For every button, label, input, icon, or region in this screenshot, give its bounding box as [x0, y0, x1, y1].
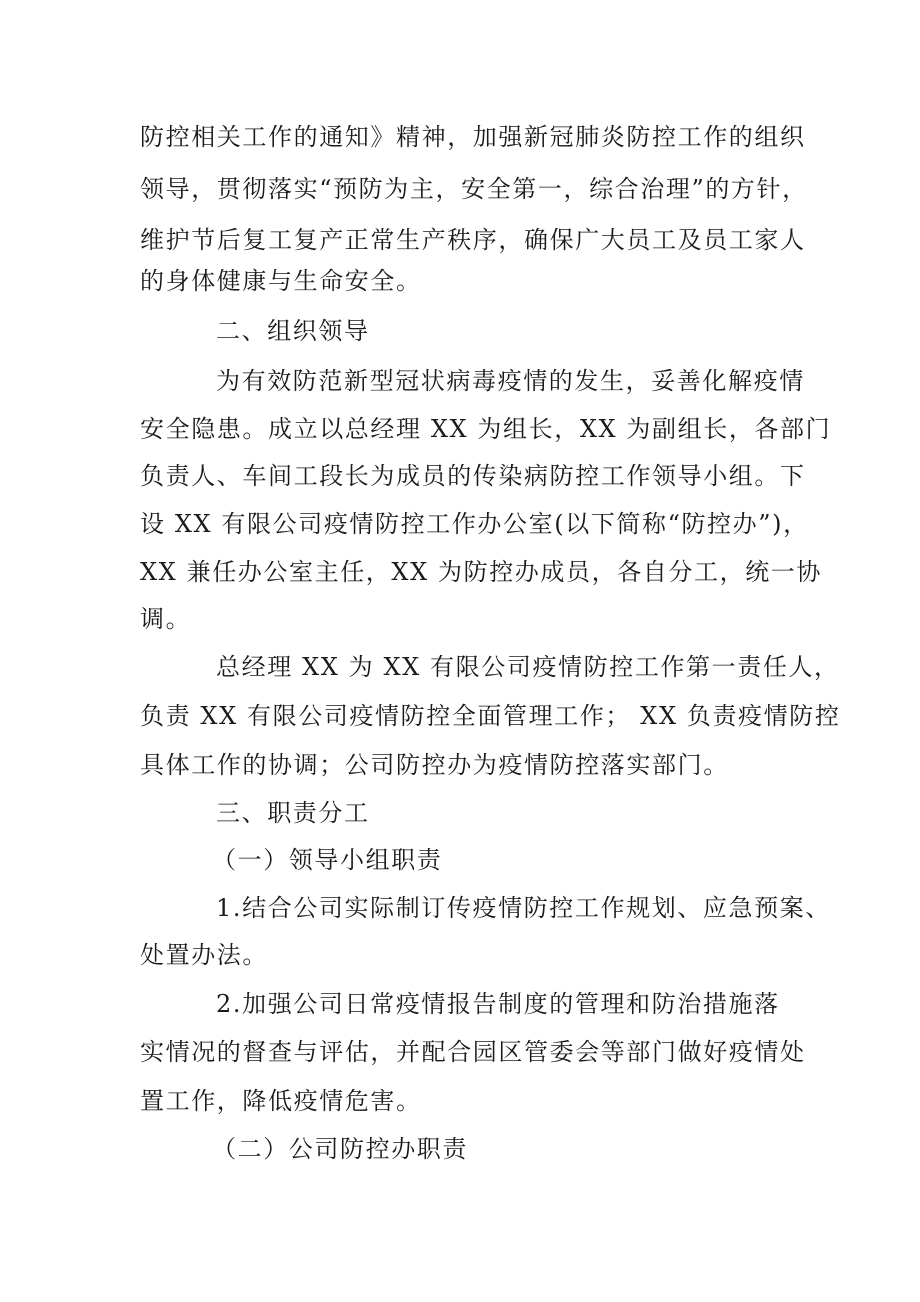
- para2-line-4: 设 XX 有限公司疫情防控工作办公室(以下简称“防控办”)，: [140, 510, 809, 538]
- para1-line-1: 防控相关工作的通知》精神，加强新冠肺炎防控工作的组织: [140, 123, 806, 151]
- para2-line-1: 为有效防范新型冠状病毒疫情的发生，妥善化解疫情: [216, 367, 805, 395]
- para2-line-3: 负责人、车间工段长为成员的传染病防控工作领导小组。下: [140, 462, 806, 490]
- para2-line-5: XX 兼任办公室主任，XX 为防控办成员，各自分工，统一协: [140, 558, 822, 586]
- item1-line-2: 处置办法。: [140, 941, 268, 969]
- para3-line-3: 具体工作的协调；公司防控办为疫情防控落实部门。: [140, 751, 729, 779]
- section-heading-responsibilities: 三、职责分工: [216, 799, 370, 827]
- item2-line-3: 置工作，降低疫情危害。: [140, 1087, 422, 1115]
- para2-line-6: 调。: [140, 605, 192, 633]
- item2-line-2: 实情况的督查与评估，并配合园区管委会等部门做好疫情处: [140, 1038, 806, 1066]
- para1-line-2: 领导，贯彻落实“预防为主，安全第一，综合治理”的方针，: [140, 175, 808, 203]
- para1-line-4: 的身体健康与生命安全。: [140, 267, 422, 295]
- subheading-prevention-office: （二）公司防控办职责: [212, 1135, 468, 1163]
- section-heading-organization: 二、组织领导: [216, 317, 370, 345]
- para1-line-3: 维护节后复工复产正常生产秩序，确保广大员工及员工家人: [140, 226, 806, 254]
- subheading-leading-group: （一）领导小组职责: [212, 846, 443, 874]
- para3-line-2: 负责 XX 有限公司疫情防控全面管理工作； XX 负责疫情防控: [140, 702, 841, 730]
- item1-line-1: 1.结合公司实际制订传疫情防控工作规划、应急预案、: [216, 894, 831, 922]
- item2-line-1: 2.加强公司日常疫情报告制度的管理和防治措施落: [216, 990, 780, 1018]
- para3-line-1: 总经理 XX 为 XX 有限公司疫情防控工作第一责任人，: [216, 653, 840, 681]
- para2-line-2: 安全隐患。成立以总经理 XX 为组长，XX 为副组长，各部门: [140, 415, 832, 443]
